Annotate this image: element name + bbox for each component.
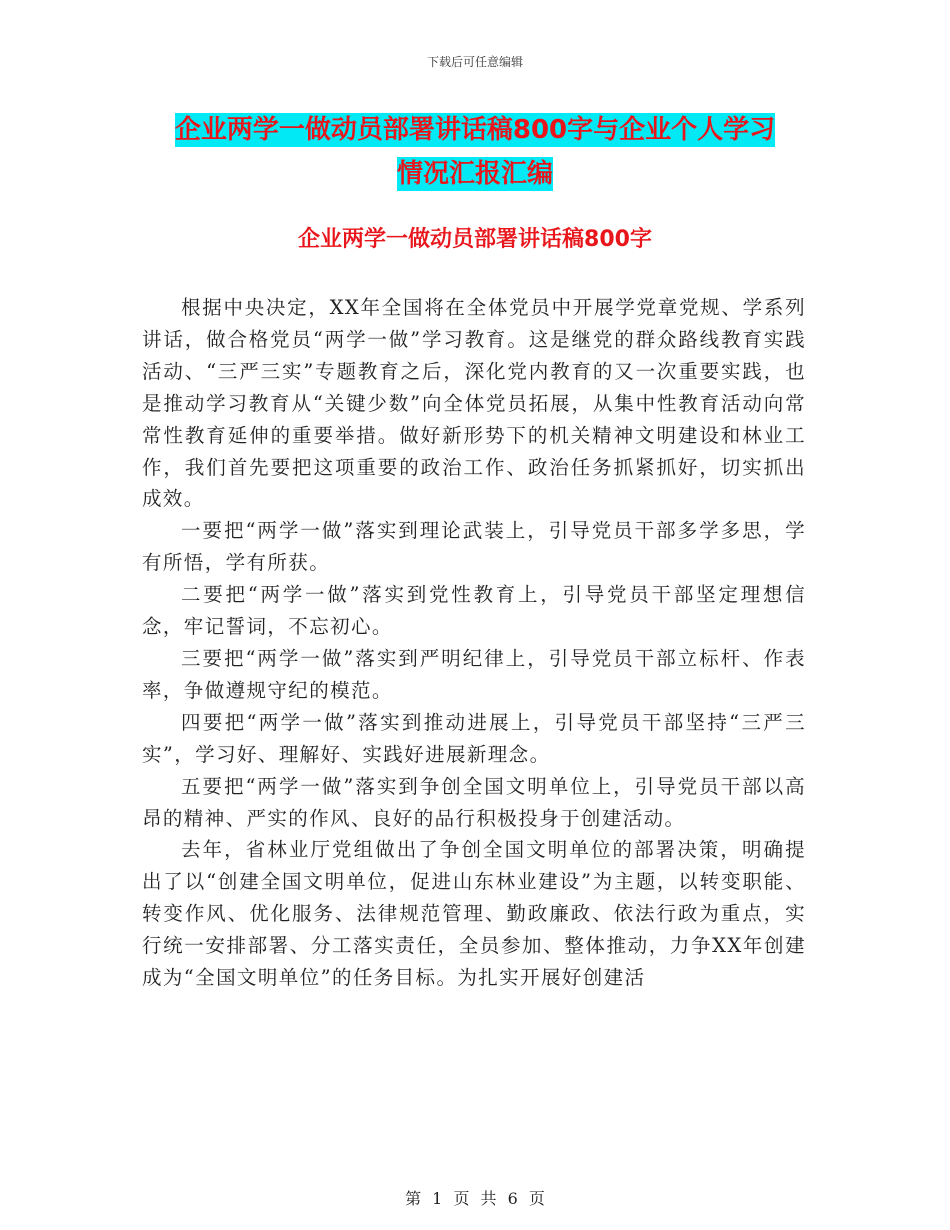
paragraph: 二要把“两学一做”落实到党性教育上，引导党员干部坚定理想信念，牢记誓词，不忘初心。: [142, 583, 806, 639]
document-title-line-2: 情况汇报汇编: [396, 159, 553, 189]
document-title-line-1: 企业两学一做动员部署讲话稿800字与企业个人学习: [174, 115, 776, 145]
paragraph: 三要把“两学一做”落实到严明纪律上，引导党员干部立标杆、作表率，争做遵规守纪的模范。: [142, 646, 806, 702]
paragraph: 一要把“两学一做”落实到理论武装上，引导党员干部多学多思，学有所悟，学有所获。: [142, 519, 806, 575]
paragraph: 四要把“两学一做”落实到推动进展上，引导党员干部坚持“三严三实”，学习好、理解好、实践好进展新理念。: [142, 710, 806, 766]
page-footer: 第 1 页 共 6 页: [405, 1189, 545, 1208]
paragraph: 五要把“两学一做”落实到争创全国文明单位上，引导党员干部以高昂的精神、严实的作风、良好的品行积极投身于创建活动。: [142, 774, 806, 830]
document-title: [0, 108, 950, 196]
paragraph: 根据中央决定，XX年全国将在全体党员中开展学党章党规、学系列讲话，做合格党员“两学一做”学习教育。这是继党的群众路线教育实践活动、“三严三实”专题教育之后，深化党内教育的又一次重要实践，也是推动学习教育从“关键少数”向全体党员拓展，从集中性教育活动向常常性教育延伸的重要举措。做好新形势下的机关精神文明建设和林业工作，我们首先要把这项重要的政治工作、政治任务抓紧抓好，切实抓出成效。: [142, 296, 806, 511]
document-body: [142, 292, 806, 994]
header-note: 下载后可任意编辑: [426, 55, 523, 69]
section-title: 企业两学一做动员部署讲话稿800字: [298, 227, 652, 252]
paragraph: 去年，省林业厅党组做出了争创全国文明单位的部署决策，明确提出了以“创建全国文明单位，促进山东林业建设”为主题，以转变职能、转变作风、优化服务、法律规范管理、勤政廉政、依法行政为重点，实行统一安排部署、分工落实责任，全员参加、整体推动，力争XX年创建成为“全国文明单位”的任务目标。为扎实开展好创建活: [142, 838, 806, 990]
